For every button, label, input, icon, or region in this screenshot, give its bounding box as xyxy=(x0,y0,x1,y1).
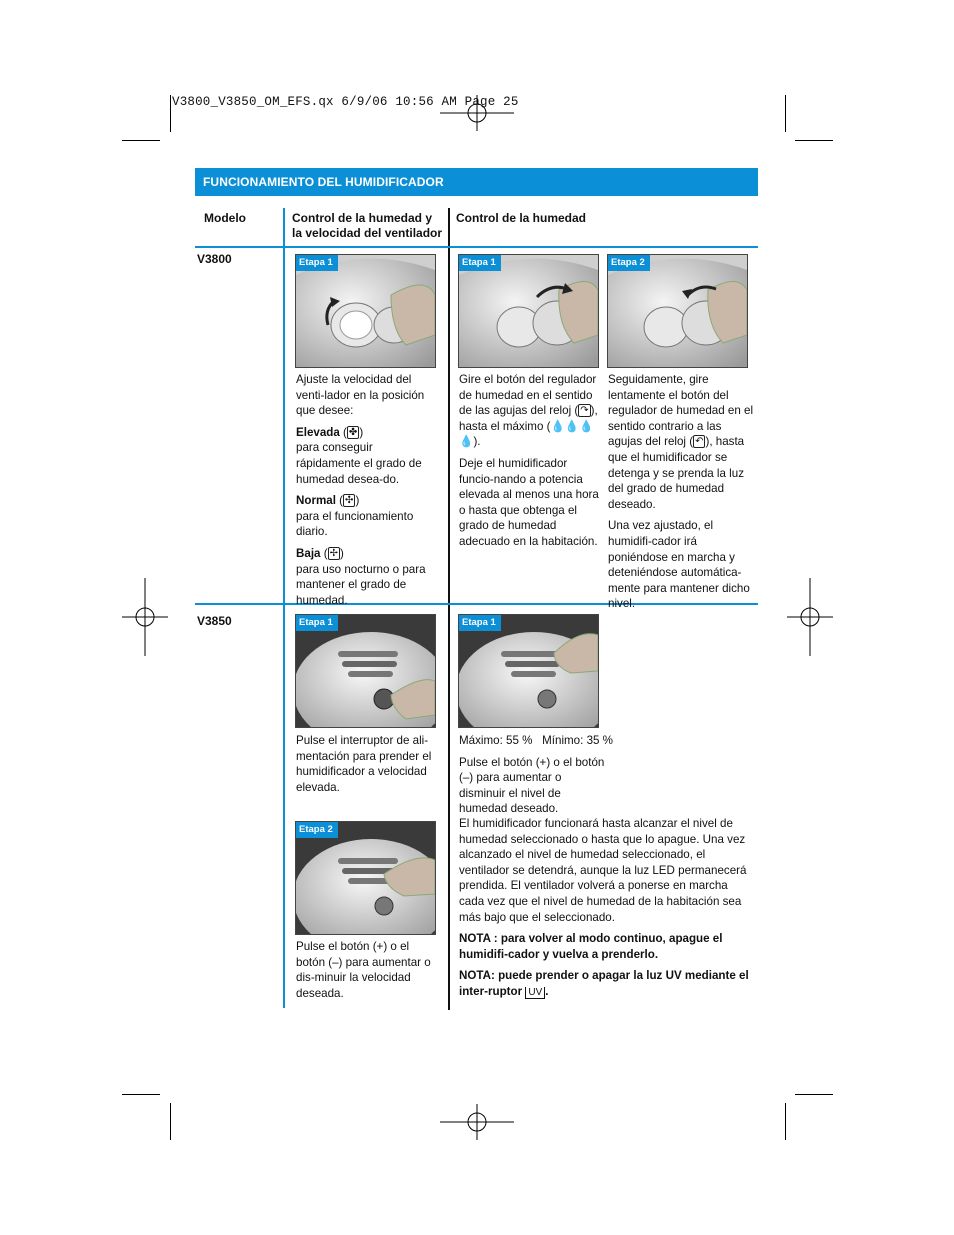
v3850-fan-step2-text: Pulse el botón (+) o el botón (–) para aumentar o dis-minuir la velocidad deseada. xyxy=(296,940,431,1000)
column-divider-right xyxy=(448,208,450,1010)
photo-v3800-humidity-step1 xyxy=(458,254,599,368)
column-heading-fan-line1: Control de la humedad y xyxy=(292,211,433,225)
photo-v3850-humidity-step1 xyxy=(458,614,599,728)
photo-v3800-fan-step1 xyxy=(295,254,436,368)
fan-intro-text: Ajuste la velocidad del venti-lador en la posición que desee: xyxy=(296,373,425,418)
uv-icon: UV xyxy=(525,987,545,999)
clockwise-arrow-icon: ↷ xyxy=(580,405,589,417)
photo-v3850-fan-step1 xyxy=(295,614,436,728)
row-rule-top xyxy=(195,246,758,248)
step-label: Etapa 2 xyxy=(608,255,650,271)
model-v3850: V3850 xyxy=(197,614,232,628)
counterclockwise-arrow-icon: ↶ xyxy=(695,436,704,448)
humidity-step2-text-a: Seguidamente, gire lentamente el botón del regulador de humedad en el sentido contrario a las agujas del reloj ( xyxy=(608,373,754,449)
fan-low-icon: ✢ xyxy=(329,547,338,559)
v3800-humidity-step2-text xyxy=(608,372,758,618)
humidity-step1-paragraph xyxy=(459,372,601,450)
humidity-step1-text-b: ), hasta el máximo ( xyxy=(459,404,598,433)
note-uv-period: . xyxy=(545,984,549,998)
step-label: Etapa 1 xyxy=(459,255,501,271)
v3850-humidity-step1-text xyxy=(459,733,613,823)
print-slug: V3800_V3850_OM_EFS.qx 6/9/06 10:56 AM Page 25 xyxy=(172,95,519,109)
step-label: Etapa 1 xyxy=(459,615,501,631)
photo-v3850-fan-step2 xyxy=(295,821,436,935)
column-heading-humidity: Control de la humedad xyxy=(456,211,587,225)
humidity-step2-paragraph2: Una vez ajustado, el humidifi-cador irá poniéndose en marcha y deteniéndose automática-mente para mantener dicho nivel. xyxy=(608,519,750,611)
fan-low-label: Baja xyxy=(296,546,321,560)
step-label: Etapa 1 xyxy=(296,255,338,271)
column-heading-fan-line2: la velocidad del ventilador xyxy=(292,226,443,240)
fan-high-icon: ✤ xyxy=(348,426,358,438)
v3850-fan-step1-text: Pulse el interruptor de ali-mentación para prender el humidificador a velocidad elevada. xyxy=(296,734,432,794)
v3800-humidity-step1-text xyxy=(459,372,601,556)
column-heading-model: Modelo xyxy=(204,211,246,225)
operation-text: El humidificador funcionará hasta alcanzar el nivel de humedad seleccionado o hasta que lo apague. Una vez alcanzado el nivel de humedad seleccionado, el ventilador se detendrá, aunque la luz LED permanecerá prendida. El ventilador volverá a ponerse en marcha cada vez que el nivel de humedad de la habitación sea más bajo que el seleccionado. xyxy=(459,817,747,924)
four-drops-icon: 💧💧💧💧 xyxy=(459,419,594,449)
v3850-operation-notes xyxy=(459,816,755,1007)
note-uv-light xyxy=(459,968,755,1000)
column-heading-fan-control xyxy=(292,211,442,241)
note-continuous-mode: NOTA : para volver al modo continuo, apague el humidifi-cador y vuelva a prenderlo. xyxy=(459,932,723,961)
humidity-step1-instructions: Pulse el botón (+) o el botón (–) para aumentar o disminuir el nivel de humedad deseado. xyxy=(459,755,605,816)
section-title: FUNCIONAMIENTO DEL HUMIDIFICADOR xyxy=(203,175,444,189)
note-uv-text: NOTA: puede prender o apagar la luz UV mediante el inter-ruptor xyxy=(459,969,749,998)
fan-normal-icon: ✣ xyxy=(345,495,354,507)
fan-high-block: Elevada ( ✤ ) para conseguir rápidamente el grado de humedad desea-do. xyxy=(296,425,422,486)
v3800-fan-instructions xyxy=(296,372,436,614)
model-v3800: V3800 xyxy=(197,252,232,266)
fan-high-desc: para conseguir rápidamente el grado de humedad desea-do. xyxy=(296,441,422,486)
fan-normal-block: Normal ( ✣ ) para el funcionamiento diario. xyxy=(296,494,414,539)
fan-normal-label: Normal xyxy=(296,494,336,508)
humidity-step1-text-a: Gire el botón del regulador de humedad en el sentido de las agujas del reloj ( xyxy=(459,373,597,418)
photo-v3800-humidity-step2 xyxy=(607,254,748,368)
humidity-step1-text-c: ). xyxy=(473,435,481,449)
fan-low-desc: para uso nocturno o para mantener el grado de humedad. xyxy=(296,562,426,607)
humidity-step1-paragraph2: Deje el humidificador funcio-nando a potencia elevada al menos una hora o hasta que obtenga el grado de humedad adecuado en la habitación. xyxy=(459,456,599,548)
fan-high-label: Elevada xyxy=(296,425,340,439)
humidity-step2-text-b: ), hasta que el humidificador se detenga y se prenda la luz del grado de humedad deseado. xyxy=(608,435,745,511)
step-label: Etapa 2 xyxy=(296,822,338,838)
humidity-range: Máximo: 55 % Mínimo: 35 % xyxy=(459,734,613,747)
humidity-step2-paragraph xyxy=(608,372,758,512)
column-divider-left xyxy=(283,208,285,1008)
section-header xyxy=(195,168,758,196)
step-label: Etapa 1 xyxy=(296,615,338,631)
fan-normal-desc: para el funcionamiento diario. xyxy=(296,509,414,539)
fan-low-block: Baja ( ✢ ) para uso nocturno o para mantener el grado de humedad. xyxy=(296,546,426,607)
